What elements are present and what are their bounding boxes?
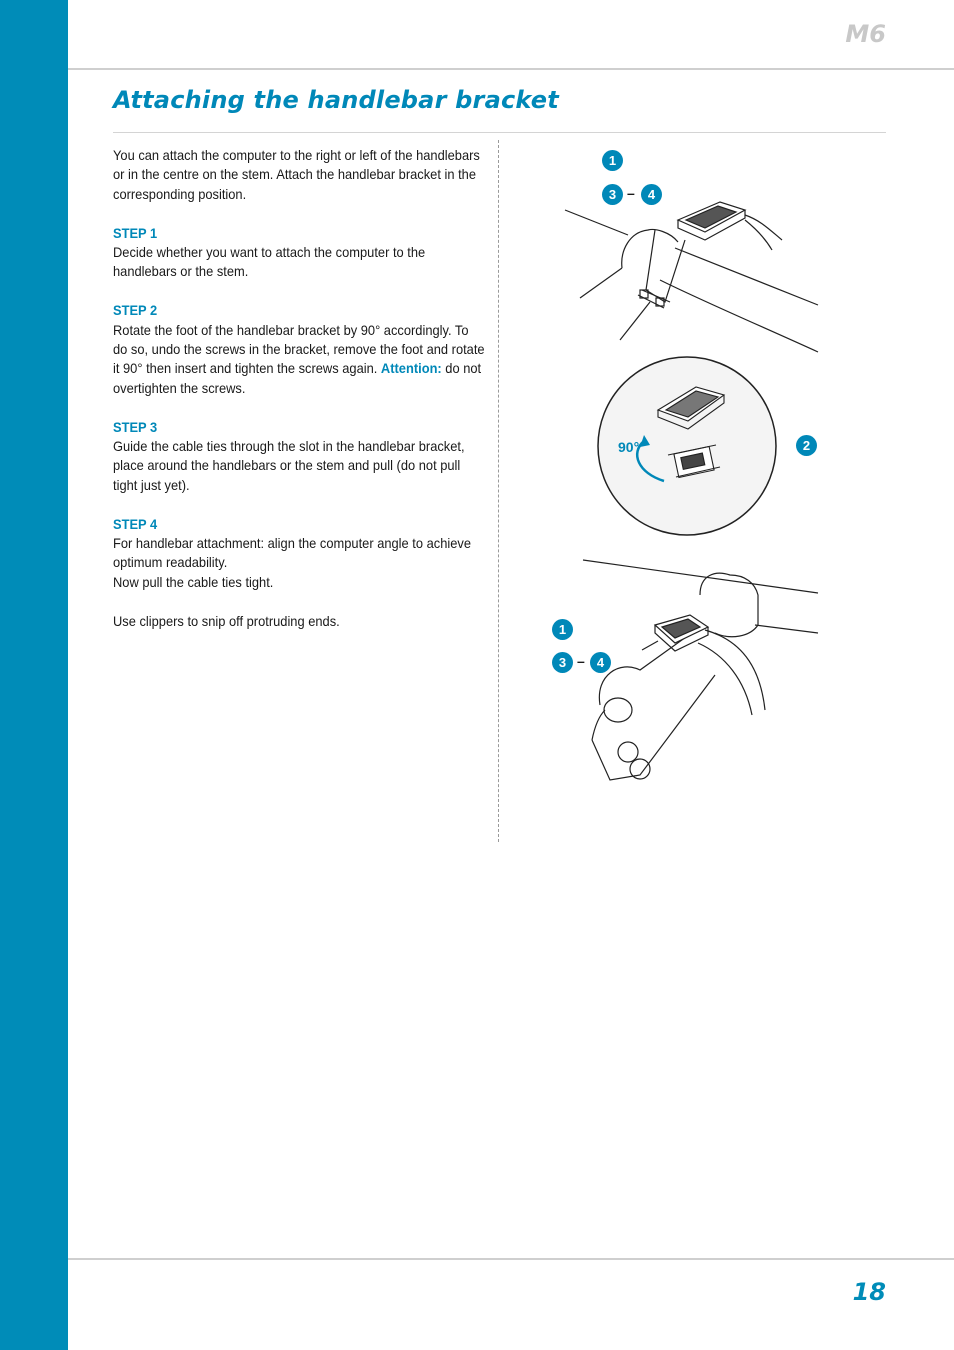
handlebar-mount-illustration (560, 190, 830, 360)
stem-mount-illustration (580, 555, 825, 785)
attention-text: do not overtighten the screws. (113, 360, 482, 396)
step-4-text: For handlebar attachment: align the computer angle to achieve optimum readability. (113, 535, 472, 571)
attention-label: Attention: (380, 360, 442, 377)
step-badge-3-top: 3 (602, 184, 623, 205)
page-title: Attaching the handlebar bracket (113, 86, 559, 114)
page-number: 18 (852, 1278, 886, 1306)
step-4-text-2: Now pull the cable ties tight. (113, 573, 274, 590)
step-3-text: Guide the cable ties through the slot in the handlebar bracket, place around the handlebars or the stem and pull (do not pull tight just yet). (113, 438, 465, 493)
rotate-foot-illustration (596, 355, 780, 539)
closing-note: Use clippers to snip off protruding ends. (113, 612, 340, 629)
step-2-text: Rotate the foot of the handlebar bracket by 90° accordingly. To do so, undo the screws in the bracket, remove the foot and rotate it 90° then insert and tighten the screws again. (113, 321, 485, 377)
side-color-bar (0, 0, 68, 1350)
range-dash-top: – (627, 185, 635, 201)
title-divider (113, 132, 886, 133)
step-badge-2: 2 (796, 435, 817, 456)
header-rule (68, 68, 954, 70)
step-4 (113, 515, 485, 593)
step-4-heading: STEP 4 (113, 515, 158, 532)
step-1-heading: STEP 1 (113, 224, 158, 241)
step-badge-1-top: 1 (602, 150, 623, 171)
model-name: M6 (845, 20, 886, 48)
step-3 (113, 418, 485, 496)
footer-rule (68, 1258, 954, 1260)
column-divider (498, 140, 499, 842)
rotation-angle-label: 90° (618, 439, 640, 455)
instructions-column (113, 146, 485, 650)
step-2 (113, 301, 485, 398)
step-3-heading: STEP 3 (113, 418, 158, 435)
step-badge-3-bottom: 3 (552, 652, 573, 673)
step-badge-1-bottom: 1 (552, 619, 573, 640)
step-1 (113, 224, 485, 282)
step-badge-4-top: 4 (641, 184, 662, 205)
intro-paragraph: You can attach the computer to the right or left of the handlebars or in the centre on the stem. Attach the handlebar bracket in the corresponding position. (113, 147, 480, 202)
range-dash-bottom: – (577, 653, 585, 669)
step-badge-4-bottom: 4 (590, 652, 611, 673)
step-2-heading: STEP 2 (113, 302, 158, 319)
step-1-text: Decide whether you want to attach the computer to the handlebars or the stem. (113, 244, 426, 280)
